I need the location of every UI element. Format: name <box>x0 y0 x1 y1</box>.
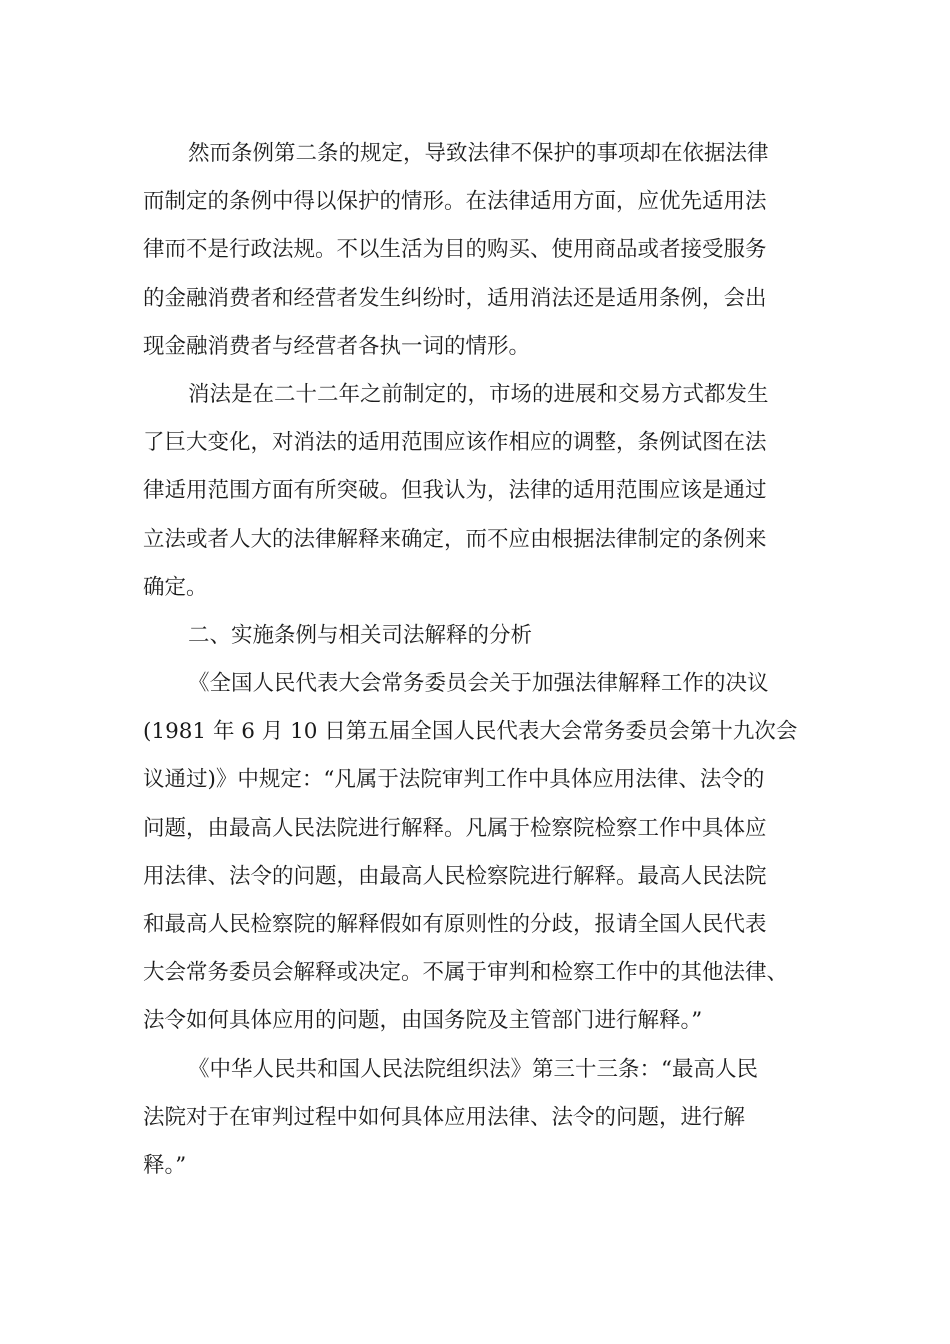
text-line: (1981 年 6 月 10 日第五届全国人民代表大会常务委员会第十九次会 <box>143 719 798 745</box>
text-line: 《中华人民共和国人民法院组织法》第三十三条：“最高人民 <box>188 1056 758 1082</box>
text-line: 现金融消费者与经营者各执一词的情形。 <box>143 333 531 359</box>
text-line: 律适用范围方面有所突破。但我认为，法律的适用范围应该是通过 <box>143 478 767 504</box>
text-line: 了巨大变化，对消法的适用范围应该作相应的调整，条例试图在法 <box>143 430 767 456</box>
text-line: 法院对于在审判过程中如何具体应用法律、法令的问题，进行解 <box>143 1104 746 1130</box>
text-line: 确定。 <box>143 574 208 600</box>
text-line: 和最高人民检察院的解释假如有原则性的分歧，报请全国人民代表 <box>143 912 767 937</box>
text-line: 《全国人民代表大会常务委员会关于加强法律解释工作的决议 <box>188 671 769 697</box>
text-line: 问题，由最高人民法院进行解释。凡属于检察院检察工作中具体应 <box>143 815 767 841</box>
text-line: 议通过)》中规定：“凡属于法院审判工作中具体应用法律、法令的 <box>143 767 765 793</box>
text-line: 二、实施条例与相关司法解释的分析 <box>188 622 533 648</box>
text-line: 律而不是行政法规。不以生活为目的购买、使用商品或者接受服务 <box>143 237 767 263</box>
document-body <box>143 130 823 1190</box>
text-line: 的金融消费者和经营者发生纠纷时，适用消法还是适用条例，会出 <box>143 285 767 311</box>
text-line: 用法律、法令的问题，由最高人民检察院进行解释。最高人民法院 <box>143 863 767 889</box>
text-line: 而制定的条例中得以保护的情形。在法律适用方面，应优先适用法 <box>143 189 767 215</box>
text-line: 大会常务委员会解释或决定。不属于审判和检察工作中的其他法律、 <box>143 960 789 986</box>
text-line: 法令如何具体应用的问题，由国务院及主管部门进行解释。” <box>143 1008 703 1034</box>
text-line: 消法是在二十二年之前制定的，市场的进展和交易方式都发生 <box>188 381 769 407</box>
text-line: 释。” <box>143 1152 187 1178</box>
text-line: 然而条例第二条的规定，导致法律不保护的事项却在依据法律 <box>188 141 769 166</box>
text-line: 立法或者人大的法律解释来确定，而不应由根据法律制定的条例来 <box>143 526 767 552</box>
